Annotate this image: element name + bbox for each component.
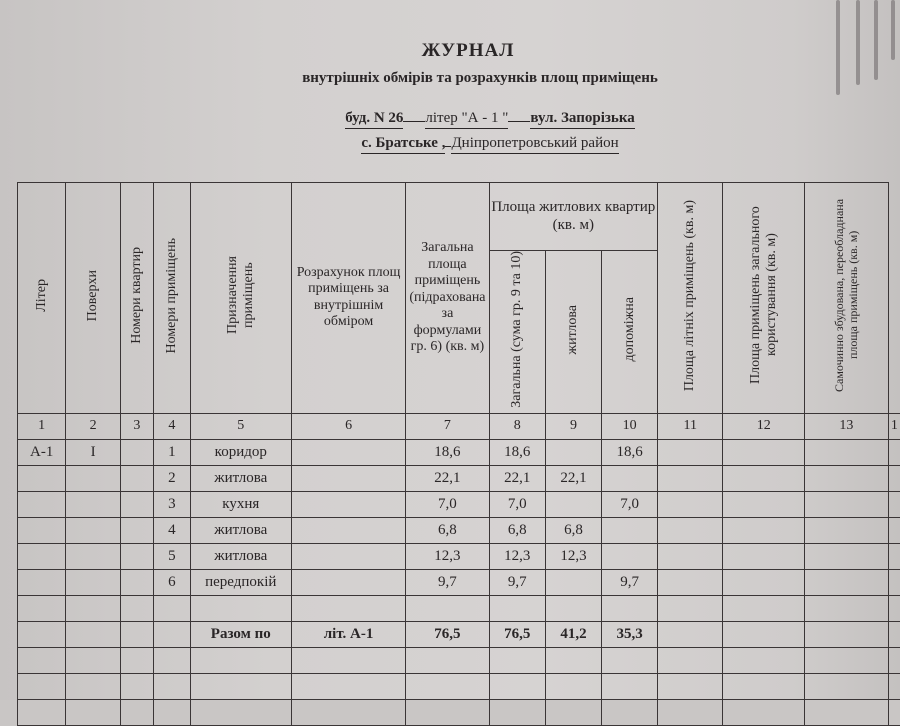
cell-room	[154, 595, 191, 621]
table-row	[18, 439, 900, 465]
cell-14	[888, 569, 900, 595]
journal-subtitle: внутрішніх обмірів та розрахунків площ приміщень	[30, 70, 900, 87]
summary-label: Разом по	[190, 621, 291, 647]
cell-living: 22,1	[546, 465, 602, 491]
header-common-use: Площа приміщень загального користування (кв. м)	[723, 183, 804, 414]
col-num: 8	[489, 413, 546, 439]
col-num: 12	[723, 413, 804, 439]
cell-14	[888, 439, 900, 465]
cell-summer	[658, 491, 723, 517]
cell-unauthorized	[804, 491, 888, 517]
cell-purpose: житлова	[190, 465, 291, 491]
cell-common	[723, 621, 804, 647]
cell-aux: 7,0	[602, 491, 658, 517]
col-num: 10	[602, 413, 658, 439]
header-summer-rooms: Площа літніх приміщень (кв. м)	[658, 183, 723, 414]
cell-room: 2	[154, 465, 191, 491]
street-label: вул. Запорізька	[530, 110, 634, 129]
cell-apartment	[120, 595, 153, 621]
cell-aux: 18,6	[602, 439, 658, 465]
cell-calc	[291, 517, 406, 543]
cell-apartment	[120, 621, 153, 647]
cell-apartment	[120, 439, 153, 465]
cell-apt-total: 22,1	[489, 465, 546, 491]
col-num: 6	[291, 413, 406, 439]
cell-apt-total: 9,7	[489, 569, 546, 595]
cell-common	[723, 543, 804, 569]
header-row-1	[18, 183, 900, 251]
building-number: буд. N 26	[345, 110, 403, 129]
cell-unauthorized	[804, 465, 888, 491]
cell-purpose: передпокій	[190, 569, 291, 595]
cell-14	[888, 595, 900, 621]
table-row	[18, 517, 900, 543]
cell-purpose: житлова	[190, 543, 291, 569]
cell-14	[888, 465, 900, 491]
cell-calc	[291, 439, 406, 465]
cell-total	[406, 595, 489, 621]
cell-liter: А-1	[18, 439, 66, 465]
cell-room: 6	[154, 569, 191, 595]
cell-aux	[602, 517, 658, 543]
cell-room: 3	[154, 491, 191, 517]
cell-purpose: житлова	[190, 517, 291, 543]
cell-unauthorized	[804, 569, 888, 595]
cell-room: 1	[154, 439, 191, 465]
header-apartment-area-group: Площа житлових квартир (кв. м)	[489, 183, 658, 251]
cell-calc	[291, 543, 406, 569]
column-number-row	[18, 413, 900, 439]
cell-apt-total	[489, 595, 546, 621]
cell-14	[888, 517, 900, 543]
cell-common	[723, 569, 804, 595]
header-area-calculation: Розрахунок площ приміщень за внутрішнім обміром	[291, 183, 406, 414]
cell-room: 4	[154, 517, 191, 543]
header-room-purpose: Призначення приміщень	[190, 183, 291, 414]
cell-apt-total: 18,6	[489, 439, 546, 465]
cell-floor	[66, 543, 120, 569]
district-label: Дніпропетровський район	[451, 135, 618, 154]
header-floors: Поверхи	[66, 183, 120, 414]
table-row	[18, 569, 900, 595]
cell-common	[723, 465, 804, 491]
cell-floor	[66, 517, 120, 543]
cell-living: 6,8	[546, 517, 602, 543]
cell-room	[154, 621, 191, 647]
cell-apartment	[120, 465, 153, 491]
address-line-1	[40, 110, 900, 129]
blank-row	[18, 647, 900, 673]
col-num: 7	[406, 413, 489, 439]
cell-total: 6,8	[406, 517, 489, 543]
header-living: житлова	[546, 251, 602, 414]
cell-calc	[291, 491, 406, 517]
cell-living	[546, 439, 602, 465]
col-num: 1	[18, 413, 66, 439]
cell-purpose: кухня	[190, 491, 291, 517]
cell-apartment	[120, 543, 153, 569]
cell-apartment	[120, 569, 153, 595]
cell-liter	[18, 621, 66, 647]
journal-title: ЖУРНАЛ	[18, 40, 900, 62]
blank-row	[18, 699, 900, 725]
blank-row	[18, 673, 900, 699]
cell-purpose: коридор	[190, 439, 291, 465]
cell-floor	[66, 491, 120, 517]
table-row-empty	[18, 595, 900, 621]
cell-14	[888, 491, 900, 517]
header-room-numbers: Номери приміщень	[154, 183, 191, 414]
cell-unauthorized	[804, 621, 888, 647]
cell-living	[546, 491, 602, 517]
col-num: 4	[154, 413, 191, 439]
cell-apartment	[120, 491, 153, 517]
col-num: 3	[120, 413, 153, 439]
cell-calc	[291, 595, 406, 621]
header-total-area: Загальна площа приміщень (підрахована за формулами гр. 6) (кв. м)	[406, 183, 489, 414]
cell-summer	[658, 543, 723, 569]
liter-label: літер "А - 1 "	[425, 110, 508, 129]
summary-apt-total: 76,5	[489, 621, 546, 647]
cell-floor	[66, 595, 120, 621]
cell-14	[888, 621, 900, 647]
cell-summer	[658, 621, 723, 647]
summary-living: 41,2	[546, 621, 602, 647]
cell-total: 12,3	[406, 543, 489, 569]
cell-aux	[602, 465, 658, 491]
col-num: 5	[190, 413, 291, 439]
header-col-14	[888, 183, 900, 414]
village-label: с. Братське ,	[361, 135, 445, 154]
cell-aux	[602, 595, 658, 621]
cell-unauthorized	[804, 439, 888, 465]
cell-liter	[18, 491, 66, 517]
cell-unauthorized	[804, 595, 888, 621]
cell-unauthorized	[804, 543, 888, 569]
cell-common	[723, 491, 804, 517]
address-line-2	[40, 135, 900, 154]
cell-living: 12,3	[546, 543, 602, 569]
cell-floor	[66, 569, 120, 595]
header-auxiliary: допоміжна	[602, 251, 658, 414]
cell-summer	[658, 439, 723, 465]
cell-aux: 9,7	[602, 569, 658, 595]
header-apartment-total: Загальна (сума гр. 9 та 10)	[489, 251, 546, 414]
table-row	[18, 465, 900, 491]
col-num: 13	[804, 413, 888, 439]
cell-summer	[658, 517, 723, 543]
cell-apartment	[120, 517, 153, 543]
cell-summer	[658, 595, 723, 621]
col-num: 2	[66, 413, 120, 439]
cell-aux	[602, 543, 658, 569]
cell-apt-total: 6,8	[489, 517, 546, 543]
cell-summer	[658, 569, 723, 595]
cell-living	[546, 569, 602, 595]
cell-total: 7,0	[406, 491, 489, 517]
summary-liter: літ. А-1	[291, 621, 406, 647]
summary-row	[18, 621, 900, 647]
header-apartment-numbers: Номери квартир	[120, 183, 153, 414]
col-num: 9	[546, 413, 602, 439]
cell-room: 5	[154, 543, 191, 569]
summary-total: 76,5	[406, 621, 489, 647]
cell-unauthorized	[804, 517, 888, 543]
cell-calc	[291, 465, 406, 491]
cell-total: 9,7	[406, 569, 489, 595]
cell-total: 18,6	[406, 439, 489, 465]
cell-apt-total: 12,3	[489, 543, 546, 569]
cell-common	[723, 439, 804, 465]
summary-aux: 35,3	[602, 621, 658, 647]
cell-floor	[66, 465, 120, 491]
cell-summer	[658, 465, 723, 491]
cell-calc	[291, 569, 406, 595]
header-unauthorized: Самочинно збудована, переобладнана площа приміщень (кв. м)	[804, 183, 888, 414]
cell-common	[723, 595, 804, 621]
table-row	[18, 491, 900, 517]
cell-total: 22,1	[406, 465, 489, 491]
cell-liter	[18, 569, 66, 595]
cell-14	[888, 543, 900, 569]
cell-liter	[18, 595, 66, 621]
col-num: 11	[658, 413, 723, 439]
cell-liter	[18, 517, 66, 543]
cell-living	[546, 595, 602, 621]
cell-liter	[18, 465, 66, 491]
col-num: 1	[888, 413, 900, 439]
cell-liter	[18, 543, 66, 569]
cell-apt-total: 7,0	[489, 491, 546, 517]
measurements-table	[17, 182, 900, 726]
cell-floor: I	[66, 439, 120, 465]
header-liter: Літер	[18, 183, 66, 414]
cell-common	[723, 517, 804, 543]
cell-floor	[66, 621, 120, 647]
table-row	[18, 543, 900, 569]
cell-purpose	[190, 595, 291, 621]
